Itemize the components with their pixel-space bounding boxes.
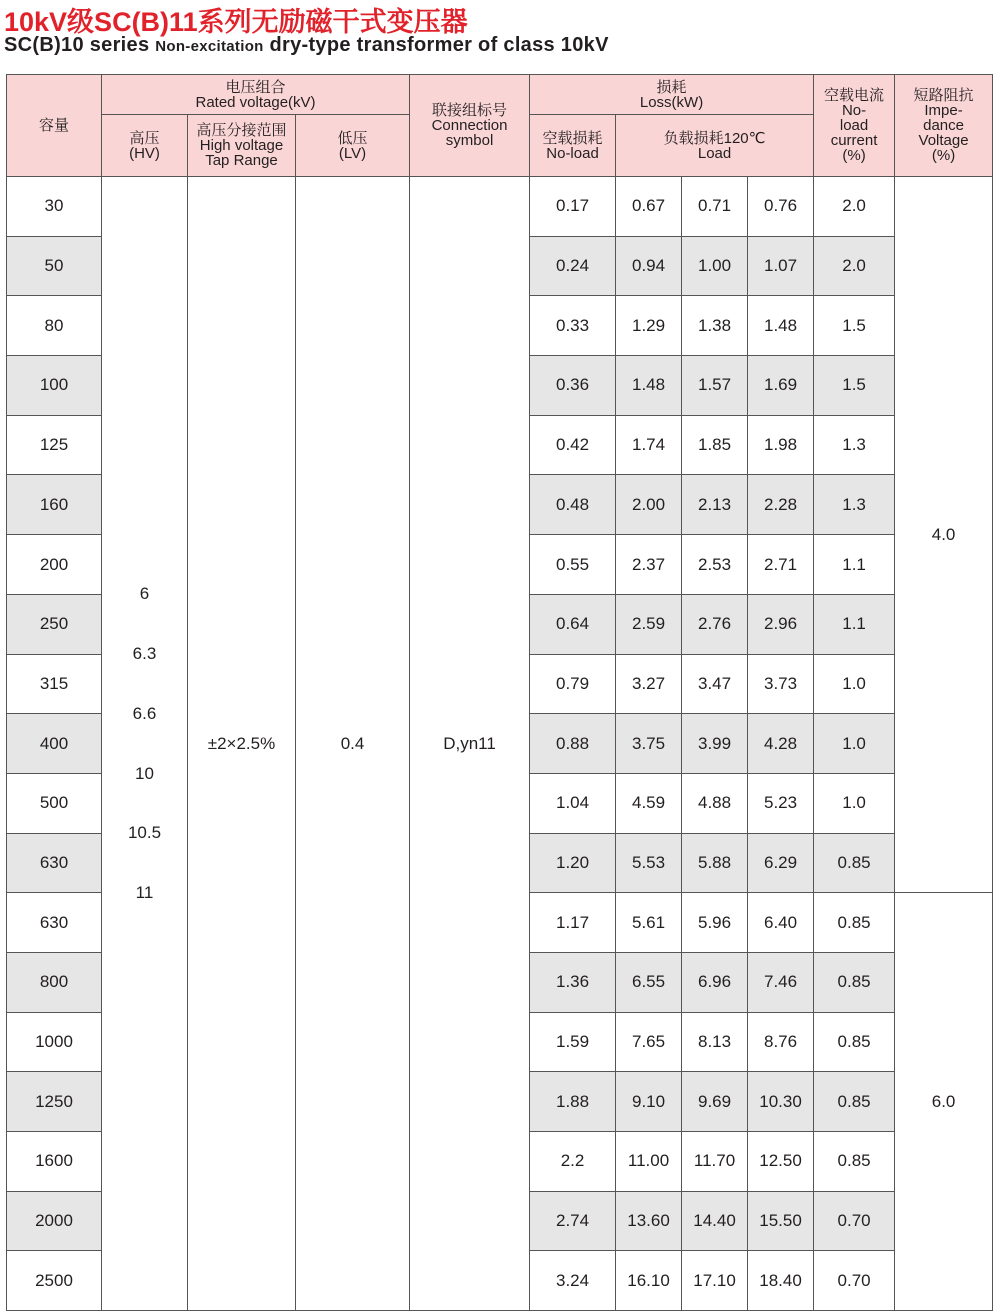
hv-value: 6.6	[132, 703, 157, 723]
noload-loss-cell: 1.04	[530, 773, 616, 833]
impedance-cell: 6.0	[895, 893, 993, 1311]
capacity-cell: 100	[7, 356, 102, 416]
load-loss-cell: 17.10	[682, 1251, 748, 1311]
spec-table	[6, 74, 993, 1311]
load-loss-cell: 5.23	[748, 773, 814, 833]
noload-current-cell: 0.70	[814, 1251, 895, 1311]
header-lv: 低压 (LV)	[296, 115, 410, 177]
noload-current-cell: 1.1	[814, 535, 895, 595]
page-title-cn: 10kV级SC(B)11系列无励磁干式变压器	[4, 7, 468, 37]
noload-loss-cell: 2.74	[530, 1191, 616, 1251]
load-loss-cell: 6.55	[616, 952, 682, 1012]
load-loss-cell: 1.29	[616, 296, 682, 356]
load-loss-cell: 4.59	[616, 773, 682, 833]
capacity-cell: 2000	[7, 1191, 102, 1251]
capacity-cell: 2500	[7, 1251, 102, 1311]
load-loss-cell: 13.60	[616, 1191, 682, 1251]
noload-current-cell: 1.1	[814, 594, 895, 654]
connection-cell: D,yn11	[410, 177, 530, 1311]
noload-loss-cell: 2.2	[530, 1132, 616, 1192]
capacity-cell: 800	[7, 952, 102, 1012]
noload-current-cell: 2.0	[814, 177, 895, 237]
noload-loss-cell: 1.36	[530, 952, 616, 1012]
load-loss-cell: 2.53	[682, 535, 748, 595]
noload-loss-cell: 0.24	[530, 236, 616, 296]
noload-loss-cell: 0.33	[530, 296, 616, 356]
load-loss-cell: 14.40	[682, 1191, 748, 1251]
load-loss-cell: 6.29	[748, 833, 814, 893]
load-loss-cell: 6.96	[682, 952, 748, 1012]
load-loss-cell: 9.10	[616, 1072, 682, 1132]
load-loss-cell: 0.76	[748, 177, 814, 237]
capacity-cell: 160	[7, 475, 102, 535]
noload-loss-cell: 0.48	[530, 475, 616, 535]
noload-loss-cell: 1.17	[530, 893, 616, 953]
load-loss-cell: 1.00	[682, 236, 748, 296]
hv-values-cell	[102, 177, 188, 1311]
load-loss-cell: 3.27	[616, 654, 682, 714]
capacity-cell: 80	[7, 296, 102, 356]
load-loss-cell: 3.47	[682, 654, 748, 714]
noload-loss-cell: 0.42	[530, 415, 616, 475]
capacity-cell: 125	[7, 415, 102, 475]
noload-current-cell: 1.0	[814, 654, 895, 714]
table-row	[7, 177, 993, 237]
noload-loss-cell: 1.59	[530, 1012, 616, 1072]
hv-value: 10	[135, 763, 154, 783]
load-loss-cell: 11.70	[682, 1132, 748, 1192]
header-rated-voltage: 电压组合 Rated voltage(kV)	[102, 75, 410, 115]
title-en-part-c: dry-type transformer of class 10kV	[269, 34, 609, 56]
load-loss-cell: 3.75	[616, 714, 682, 774]
noload-loss-cell: 0.79	[530, 654, 616, 714]
header-loss: 损耗 Loss(kW)	[530, 75, 814, 115]
load-loss-cell: 12.50	[748, 1132, 814, 1192]
noload-loss-cell: 1.20	[530, 833, 616, 893]
title-en-part-a: SC(B)10 series	[4, 34, 150, 56]
header-connection: 联接组标号 Connection symbol	[410, 75, 530, 177]
hv-value: 10.5	[127, 823, 162, 843]
header-noload-current: 空载电流 No- load current (%)	[814, 75, 895, 177]
capacity-cell: 200	[7, 535, 102, 595]
noload-current-cell: 2.0	[814, 236, 895, 296]
load-loss-cell: 1.98	[748, 415, 814, 475]
load-loss-cell: 2.59	[616, 594, 682, 654]
load-loss-cell: 1.48	[616, 356, 682, 416]
tap-range-cell: ±2×2.5%	[188, 177, 296, 1311]
load-loss-cell: 5.88	[682, 833, 748, 893]
noload-loss-cell: 0.64	[530, 594, 616, 654]
capacity-cell: 30	[7, 177, 102, 237]
load-loss-cell: 3.99	[682, 714, 748, 774]
load-loss-cell: 2.37	[616, 535, 682, 595]
load-loss-cell: 0.67	[616, 177, 682, 237]
load-loss-cell: 6.40	[748, 893, 814, 953]
capacity-cell: 630	[7, 833, 102, 893]
load-loss-cell: 7.65	[616, 1012, 682, 1072]
header-capacity: 容量	[7, 75, 102, 177]
hv-value: 6	[139, 584, 150, 604]
title-en-part-b: Non-excitation	[155, 38, 264, 55]
capacity-cell: 50	[7, 236, 102, 296]
load-loss-cell: 0.94	[616, 236, 682, 296]
capacity-cell: 1600	[7, 1132, 102, 1192]
capacity-cell: 1250	[7, 1072, 102, 1132]
load-loss-cell: 0.71	[682, 177, 748, 237]
noload-current-cell: 0.85	[814, 833, 895, 893]
load-loss-cell: 3.73	[748, 654, 814, 714]
noload-loss-cell: 0.88	[530, 714, 616, 774]
capacity-cell: 630	[7, 893, 102, 953]
load-loss-cell: 4.88	[682, 773, 748, 833]
load-loss-cell: 8.76	[748, 1012, 814, 1072]
load-loss-cell: 7.46	[748, 952, 814, 1012]
hv-value: 6.3	[132, 644, 157, 664]
page-title-en	[4, 34, 609, 57]
lv-cell: 0.4	[296, 177, 410, 1311]
load-loss-cell: 1.48	[748, 296, 814, 356]
capacity-cell: 250	[7, 594, 102, 654]
noload-loss-cell: 1.88	[530, 1072, 616, 1132]
load-loss-cell: 1.38	[682, 296, 748, 356]
load-loss-cell: 11.00	[616, 1132, 682, 1192]
load-loss-cell: 2.71	[748, 535, 814, 595]
noload-current-cell: 0.85	[814, 1012, 895, 1072]
noload-loss-cell: 0.55	[530, 535, 616, 595]
header-impedance: 短路阻抗 Impe- dance Voltage (%)	[895, 75, 993, 177]
load-loss-cell: 5.61	[616, 893, 682, 953]
load-loss-cell: 1.85	[682, 415, 748, 475]
noload-current-cell: 0.85	[814, 952, 895, 1012]
load-loss-cell: 1.74	[616, 415, 682, 475]
capacity-cell: 1000	[7, 1012, 102, 1072]
impedance-cell: 4.0	[895, 177, 993, 893]
load-loss-cell: 2.28	[748, 475, 814, 535]
load-loss-cell: 1.57	[682, 356, 748, 416]
load-loss-cell: 2.96	[748, 594, 814, 654]
load-loss-cell: 9.69	[682, 1072, 748, 1132]
noload-loss-cell: 0.17	[530, 177, 616, 237]
capacity-cell: 500	[7, 773, 102, 833]
load-loss-cell: 5.53	[616, 833, 682, 893]
header-load-loss: 负载损耗120℃ Load	[616, 115, 814, 177]
load-loss-cell: 5.96	[682, 893, 748, 953]
load-loss-cell: 15.50	[748, 1191, 814, 1251]
hv-value: 11	[135, 882, 154, 902]
load-loss-cell: 10.30	[748, 1072, 814, 1132]
noload-current-cell: 1.0	[814, 714, 895, 774]
load-loss-cell: 18.40	[748, 1251, 814, 1311]
load-loss-cell: 8.13	[682, 1012, 748, 1072]
noload-loss-cell: 3.24	[530, 1251, 616, 1311]
header-tap-range: 高压分接范围 High voltage Tap Range	[188, 115, 296, 177]
capacity-cell: 400	[7, 714, 102, 774]
load-loss-cell: 1.07	[748, 236, 814, 296]
noload-current-cell: 0.85	[814, 893, 895, 953]
noload-current-cell: 1.3	[814, 475, 895, 535]
noload-current-cell: 0.85	[814, 1132, 895, 1192]
header-noload-loss: 空载损耗 No-load	[530, 115, 616, 177]
noload-current-cell: 1.5	[814, 296, 895, 356]
noload-loss-cell: 0.36	[530, 356, 616, 416]
load-loss-cell: 4.28	[748, 714, 814, 774]
load-loss-cell: 2.76	[682, 594, 748, 654]
noload-current-cell: 1.0	[814, 773, 895, 833]
load-loss-cell: 1.69	[748, 356, 814, 416]
capacity-cell: 315	[7, 654, 102, 714]
load-loss-cell: 2.13	[682, 475, 748, 535]
header-hv: 高压 (HV)	[102, 115, 188, 177]
noload-current-cell: 0.70	[814, 1191, 895, 1251]
noload-current-cell: 0.85	[814, 1072, 895, 1132]
load-loss-cell: 16.10	[616, 1251, 682, 1311]
noload-current-cell: 1.5	[814, 356, 895, 416]
noload-current-cell: 1.3	[814, 415, 895, 475]
load-loss-cell: 2.00	[616, 475, 682, 535]
